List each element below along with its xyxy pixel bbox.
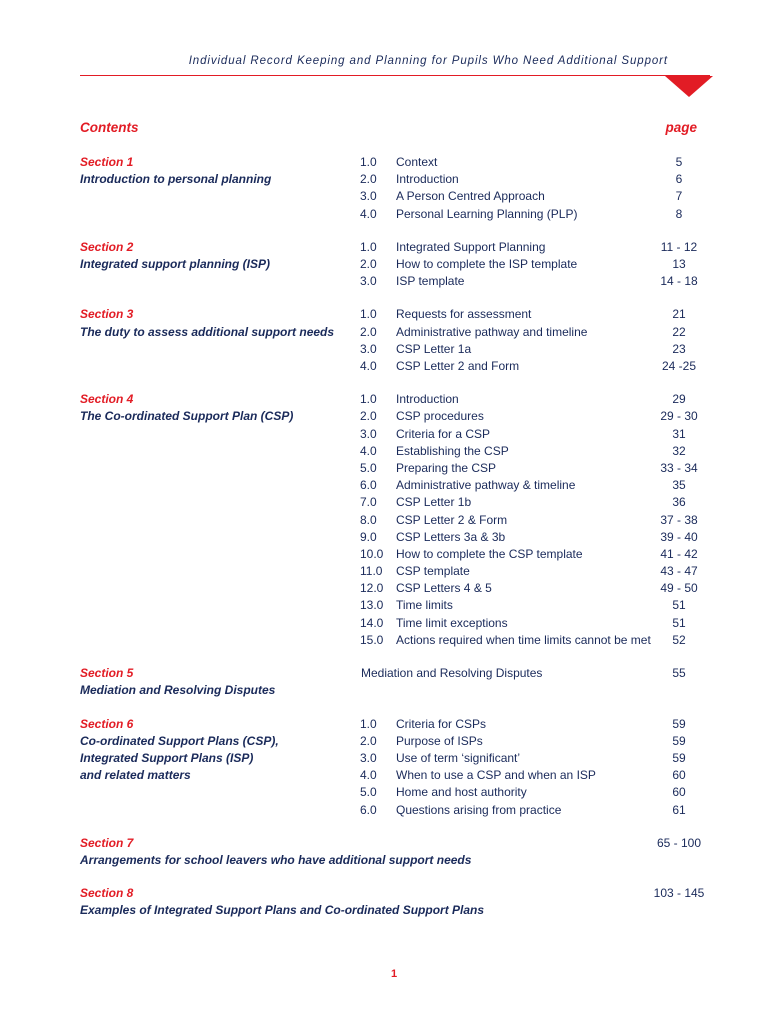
entry-title: Use of term ‘significant’ bbox=[396, 750, 521, 765]
entry-title: CSP Letter 1a bbox=[396, 341, 472, 356]
entry-title: Time limits bbox=[396, 598, 453, 613]
entry-number: 3.0 bbox=[360, 189, 377, 204]
entry-page: 33 - 34 bbox=[660, 460, 698, 475]
toc-entry bbox=[0, 512, 768, 529]
entry-page: 65 - 100 bbox=[656, 835, 702, 850]
entry-title: ISP template bbox=[396, 274, 465, 289]
entry-page: 6 bbox=[675, 172, 683, 187]
toc-entry bbox=[0, 188, 768, 205]
entry-page: 103 - 145 bbox=[653, 886, 705, 901]
entry-number: 3.0 bbox=[360, 274, 377, 289]
entry-title: Administrative pathway & timeline bbox=[396, 478, 576, 493]
toc-entry bbox=[0, 273, 768, 290]
entry-page: 39 - 40 bbox=[660, 529, 698, 544]
section-title: Introduction to personal planning bbox=[80, 172, 272, 187]
entry-title: Criteria for a CSP bbox=[396, 426, 491, 441]
entry-title: Integrated Support Planning bbox=[396, 239, 546, 254]
toc-section bbox=[0, 239, 768, 291]
toc-entry bbox=[0, 529, 768, 546]
toc-entry bbox=[0, 767, 768, 784]
toc-entry bbox=[0, 835, 768, 852]
toc-entry bbox=[0, 802, 768, 819]
section-title: The duty to assess additional support needs bbox=[80, 324, 335, 339]
section-title: The Co-ordinated Support Plan (CSP) bbox=[80, 409, 294, 424]
toc-entry bbox=[0, 306, 768, 323]
entry-number: 4.0 bbox=[360, 768, 377, 783]
toc-section bbox=[0, 154, 768, 223]
toc-entry bbox=[0, 358, 768, 375]
entry-page: 36 bbox=[672, 495, 686, 510]
section-label: Section 5 bbox=[80, 666, 134, 681]
toc-entry bbox=[0, 324, 768, 341]
toc-section bbox=[0, 835, 768, 869]
entry-number: 3.0 bbox=[360, 426, 377, 441]
entry-title: Home and host authority bbox=[396, 785, 527, 800]
entry-title: Administrative pathway and timeline bbox=[396, 324, 588, 339]
entry-page: 23 bbox=[672, 341, 686, 356]
entry-page: 60 bbox=[672, 785, 686, 800]
toc-entry bbox=[0, 750, 768, 767]
entry-number: 2.0 bbox=[360, 733, 377, 748]
entry-page: 41 - 42 bbox=[660, 546, 698, 561]
section-label: Section 3 bbox=[80, 307, 134, 322]
entry-title: Establishing the CSP bbox=[396, 443, 509, 458]
entry-title: CSP procedures bbox=[396, 409, 484, 424]
toc-entry bbox=[0, 615, 768, 632]
header-triangle-mark bbox=[665, 76, 713, 97]
section-title: Examples of Integrated Support Plans and Co-ordinated Support Plans bbox=[80, 903, 485, 918]
toc-entry bbox=[0, 580, 768, 597]
toc-entry bbox=[0, 256, 768, 273]
header-rule bbox=[80, 75, 710, 76]
toc-section bbox=[0, 306, 768, 375]
entry-number: 1.0 bbox=[360, 239, 377, 254]
entry-page: 43 - 47 bbox=[660, 564, 698, 579]
toc-section bbox=[0, 716, 768, 819]
toc-entry bbox=[0, 885, 768, 902]
entry-page: 32 bbox=[672, 443, 686, 458]
entry-number: 2.0 bbox=[360, 409, 377, 424]
entry-title: How to complete the CSP template bbox=[396, 546, 583, 561]
toc-entry bbox=[0, 716, 768, 733]
section-title: Integrated support planning (ISP) bbox=[80, 256, 270, 271]
toc-section bbox=[0, 885, 768, 919]
section-label: Section 4 bbox=[80, 392, 134, 407]
section-label: Section 2 bbox=[80, 239, 134, 254]
entry-title: CSP template bbox=[396, 564, 470, 579]
entry-title: How to complete the ISP template bbox=[396, 256, 578, 271]
section-label: Section 1 bbox=[80, 155, 134, 169]
entry-number: 5.0 bbox=[360, 460, 377, 475]
toc-section bbox=[0, 391, 768, 649]
entry-page: 13 bbox=[672, 256, 686, 271]
toc-entry bbox=[0, 206, 768, 223]
section-title: Co-ordinated Support Plans (CSP), bbox=[80, 733, 279, 748]
entry-title: When to use a CSP and when an ISP bbox=[396, 768, 596, 783]
toc-entry bbox=[0, 632, 768, 649]
entry-title: CSP Letter 2 & Form bbox=[396, 512, 508, 527]
entry-number: 1.0 bbox=[360, 716, 377, 731]
entry-page: 61 bbox=[672, 802, 686, 817]
entry-number: 14.0 bbox=[360, 615, 384, 630]
entry-title: A Person Centred Approach bbox=[396, 189, 545, 204]
entry-page: 8 bbox=[675, 206, 683, 221]
entry-title: CSP Letters 3a & 3b bbox=[396, 529, 506, 544]
section-title: Mediation and Resolving Disputes bbox=[80, 683, 276, 698]
toc-entry bbox=[0, 477, 768, 494]
toc-entry bbox=[0, 665, 768, 682]
toc-entry bbox=[0, 546, 768, 563]
section-title: and related matters bbox=[80, 768, 191, 783]
toc-entry bbox=[0, 443, 768, 460]
entry-title: Mediation and Resolving Disputes bbox=[361, 666, 543, 681]
entry-number: 11.0 bbox=[360, 564, 383, 579]
entry-title: Context bbox=[396, 155, 438, 169]
entry-number: 9.0 bbox=[360, 529, 377, 544]
toc-section bbox=[0, 665, 768, 699]
toc-entry bbox=[0, 239, 768, 256]
entry-title: Preparing the CSP bbox=[396, 460, 497, 475]
entry-title: CSP Letter 2 and Form bbox=[396, 358, 520, 373]
entry-number: 4.0 bbox=[360, 206, 377, 221]
toc-entry bbox=[0, 154, 768, 171]
toc-entry bbox=[0, 563, 768, 580]
page-column-heading: page bbox=[665, 120, 697, 135]
entry-title: Requests for assessment bbox=[396, 307, 532, 322]
table-of-contents bbox=[0, 154, 768, 936]
entry-title: Introduction bbox=[396, 392, 459, 407]
entry-page: 51 bbox=[672, 615, 686, 630]
entry-page: 24 -25 bbox=[661, 358, 697, 373]
entry-number: 15.0 bbox=[360, 632, 384, 647]
page-number: 1 bbox=[390, 968, 398, 980]
entry-page: 14 - 18 bbox=[660, 274, 698, 289]
entry-number: 1.0 bbox=[360, 307, 377, 322]
entry-number: 13.0 bbox=[360, 598, 384, 613]
entry-number: 3.0 bbox=[360, 341, 377, 356]
toc-entry bbox=[0, 784, 768, 801]
entry-page: 31 bbox=[672, 426, 686, 441]
entry-number: 1.0 bbox=[360, 392, 377, 407]
entry-page: 29 - 30 bbox=[660, 409, 698, 424]
entry-number: 10.0 bbox=[360, 546, 384, 561]
entry-number: 12.0 bbox=[360, 581, 384, 596]
toc-entry bbox=[0, 341, 768, 358]
toc-entry bbox=[0, 426, 768, 443]
entry-page: 49 - 50 bbox=[660, 581, 698, 596]
entry-title: Introduction bbox=[396, 172, 459, 187]
section-title: Arrangements for school leavers who have additional support needs bbox=[80, 852, 472, 867]
entry-number: 8.0 bbox=[360, 512, 377, 527]
entry-number: 6.0 bbox=[360, 802, 377, 817]
entry-title: Personal Learning Planning (PLP) bbox=[396, 206, 578, 221]
entry-number: 3.0 bbox=[360, 750, 377, 765]
entry-page: 5 bbox=[675, 155, 683, 169]
entry-number: 2.0 bbox=[360, 324, 377, 339]
toc-entry bbox=[0, 733, 768, 750]
section-label: Section 7 bbox=[80, 835, 134, 850]
entry-title: Purpose of ISPs bbox=[396, 733, 483, 748]
entry-title: Time limit exceptions bbox=[396, 615, 508, 630]
entry-page: 11 - 12 bbox=[660, 239, 698, 254]
section-title: Integrated Support Plans (ISP) bbox=[80, 750, 254, 765]
entry-page: 59 bbox=[672, 750, 686, 765]
entry-number: 4.0 bbox=[360, 358, 377, 373]
entry-title: Criteria for CSPs bbox=[396, 716, 487, 731]
entry-title: Actions required when time limits cannot be met bbox=[396, 632, 651, 647]
entry-title: Questions arising from practice bbox=[396, 802, 562, 817]
entry-number: 1.0 bbox=[360, 155, 377, 169]
running-header: Individual Record Keeping and Planning for Pupils Who Need Additional Support bbox=[188, 55, 668, 67]
toc-entry bbox=[0, 408, 768, 425]
entry-title: CSP Letter 1b bbox=[396, 495, 472, 510]
toc-entry bbox=[0, 460, 768, 477]
section-label: Section 6 bbox=[80, 716, 134, 731]
entry-page: 51 bbox=[672, 598, 686, 613]
toc-entry bbox=[0, 597, 768, 614]
entry-number: 5.0 bbox=[360, 785, 377, 800]
entry-page: 59 bbox=[672, 716, 686, 731]
entry-page: 60 bbox=[672, 768, 686, 783]
toc-entry bbox=[0, 494, 768, 511]
toc-entry bbox=[0, 391, 768, 408]
toc-entry bbox=[0, 171, 768, 188]
entry-number: 6.0 bbox=[360, 478, 377, 493]
entry-page: 35 bbox=[672, 478, 686, 493]
entry-page: 29 bbox=[672, 392, 686, 407]
entry-page: 37 - 38 bbox=[660, 512, 698, 527]
entry-number: 7.0 bbox=[360, 495, 377, 510]
entry-page: 7 bbox=[675, 189, 683, 204]
entry-page: 55 bbox=[672, 666, 686, 681]
entry-title: CSP Letters 4 & 5 bbox=[396, 581, 492, 596]
entry-number: 4.0 bbox=[360, 443, 377, 458]
entry-page: 52 bbox=[672, 632, 686, 647]
entry-page: 21 bbox=[672, 307, 686, 322]
contents-heading: Contents bbox=[80, 120, 139, 135]
entry-page: 22 bbox=[672, 324, 686, 339]
entry-number: 2.0 bbox=[360, 172, 377, 187]
section-label: Section 8 bbox=[80, 886, 134, 901]
entry-number: 2.0 bbox=[360, 256, 377, 271]
entry-page: 59 bbox=[672, 733, 686, 748]
